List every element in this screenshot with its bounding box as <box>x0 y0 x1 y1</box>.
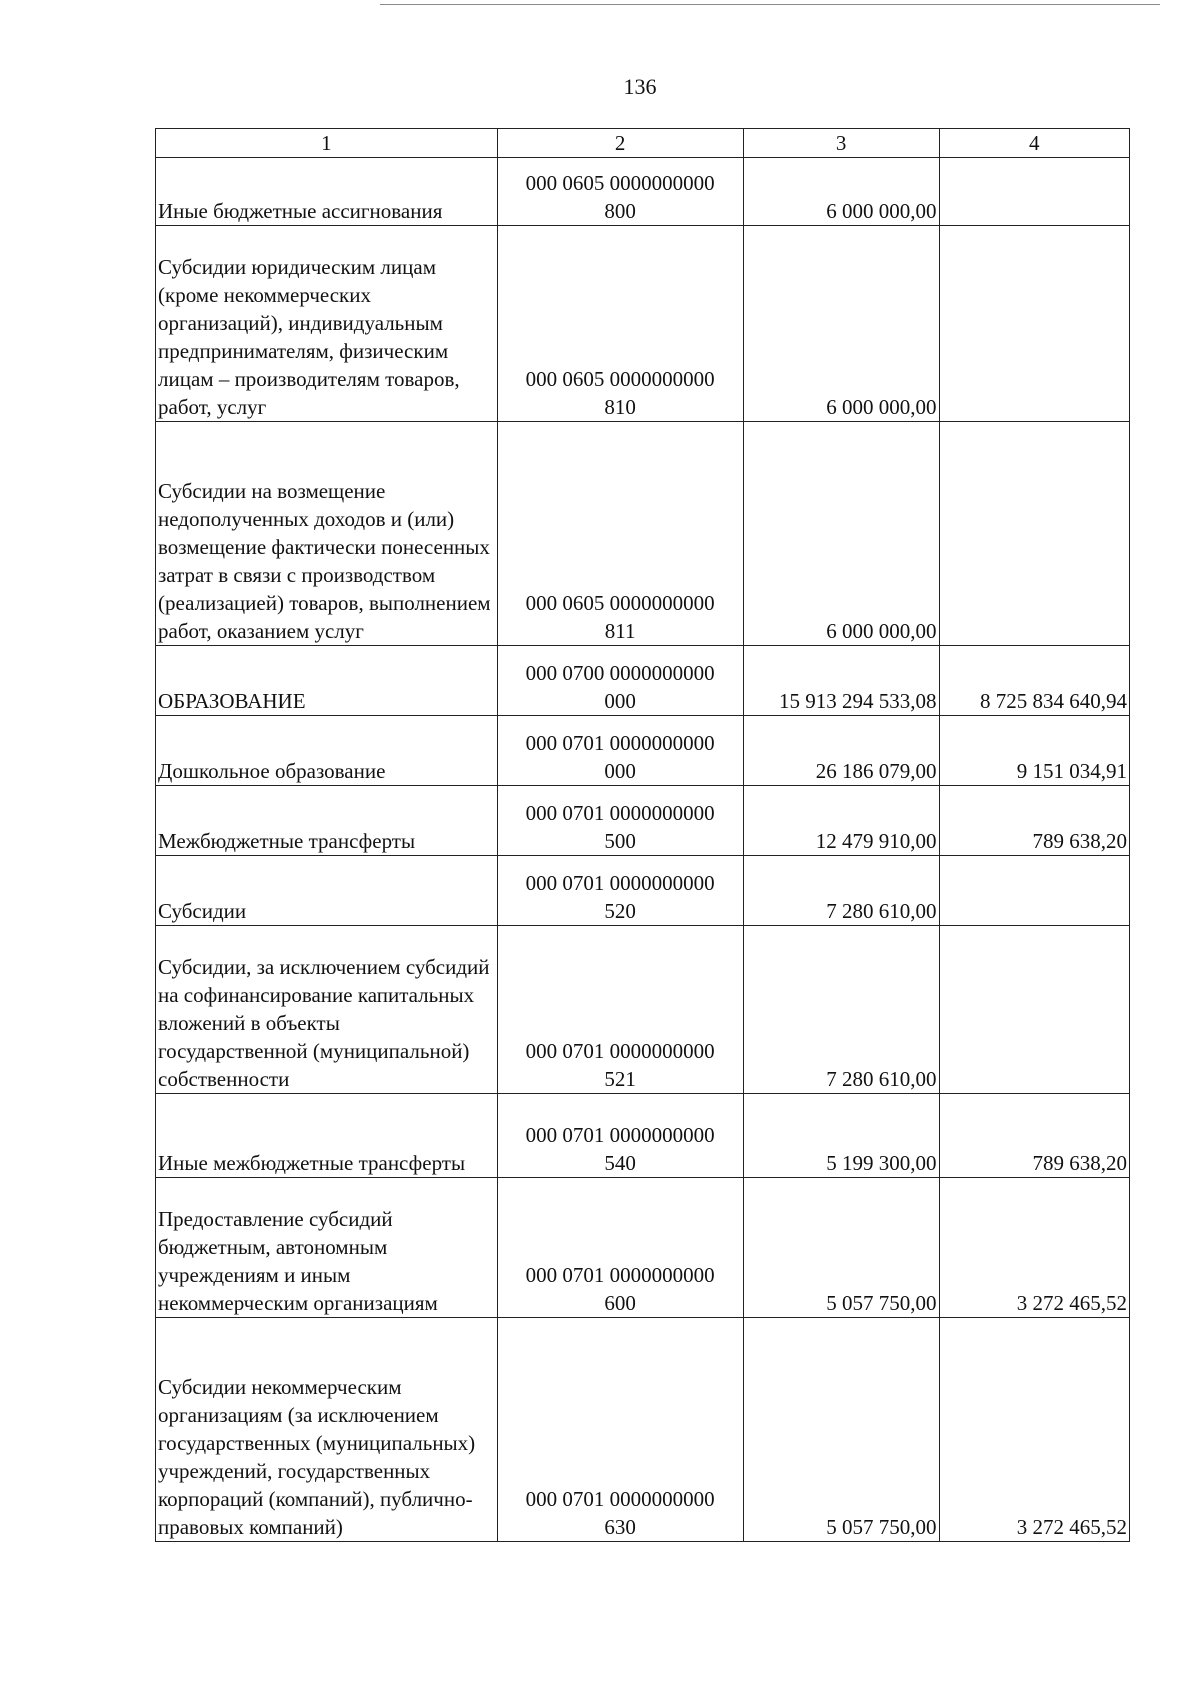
row-col4 <box>939 422 1129 646</box>
code-line-2: 000 <box>604 759 636 783</box>
row-name: Субсидии, за исключением субсидий на софинансирование капитальных вложений в объекты государственной (муниципальной) собственности <box>156 926 498 1094</box>
code-line-1: 000 0605 0000000000 <box>525 171 715 195</box>
row-code <box>497 646 743 716</box>
row-col3: 5 057 750,00 <box>743 1318 939 1542</box>
code-line-1: 000 0701 0000000000 <box>525 801 715 825</box>
table-row <box>156 1318 1130 1542</box>
row-col3: 5 199 300,00 <box>743 1094 939 1178</box>
row-col4: 3 272 465,52 <box>939 1178 1129 1318</box>
row-code <box>497 1094 743 1178</box>
table-row <box>156 422 1130 646</box>
table-row <box>156 646 1130 716</box>
header-col-1: 1 <box>156 129 498 158</box>
code-line-1: 000 0605 0000000000 <box>525 591 715 615</box>
row-code <box>497 786 743 856</box>
code-line-2: 521 <box>604 1067 636 1091</box>
code-line-1: 000 0700 0000000000 <box>525 661 715 685</box>
row-col4 <box>939 226 1129 422</box>
row-name: Субсидии юридическим лицам (кроме некоммерческих организаций), индивидуальным предпринимателям, физическим лицам – производителям товаров, работ, услуг <box>156 226 498 422</box>
row-name: Субсидии на возмещение недополученных доходов и (или) возмещение фактически понесенных затрат в связи с производством (реализацией) товаров, выполнением работ, оказанием услуг <box>156 422 498 646</box>
row-code <box>497 926 743 1094</box>
row-name: Иные межбюджетные трансферты <box>156 1094 498 1178</box>
row-name: Межбюджетные трансферты <box>156 786 498 856</box>
code-line-2: 600 <box>604 1291 636 1315</box>
row-col4: 9 151 034,91 <box>939 716 1129 786</box>
row-code <box>497 226 743 422</box>
row-col3: 6 000 000,00 <box>743 158 939 226</box>
header-col-2: 2 <box>497 129 743 158</box>
row-col3: 12 479 910,00 <box>743 786 939 856</box>
budget-table <box>155 128 1130 1542</box>
page-number: 136 <box>623 74 657 99</box>
row-col4 <box>939 158 1129 226</box>
table-row <box>156 1094 1130 1178</box>
table-row <box>156 856 1130 926</box>
row-col4 <box>939 926 1129 1094</box>
header-col-3: 3 <box>743 129 939 158</box>
row-name: Субсидии <box>156 856 498 926</box>
table-row <box>156 786 1130 856</box>
row-col3: 26 186 079,00 <box>743 716 939 786</box>
table-row <box>156 226 1130 422</box>
code-line-1: 000 0701 0000000000 <box>525 1487 715 1511</box>
code-line-2: 800 <box>604 199 636 223</box>
code-line-2: 520 <box>604 899 636 923</box>
top-scan-line <box>380 4 1160 5</box>
row-name: Субсидии некоммерческим организациям (за исключением государственных (муниципальных) учреждений, государственных корпораций (компаний), публично-правовых компаний) <box>156 1318 498 1542</box>
header-col-4: 4 <box>939 129 1129 158</box>
row-col4: 3 272 465,52 <box>939 1318 1129 1542</box>
table-row <box>156 716 1130 786</box>
table-header-row <box>156 129 1130 158</box>
table-row <box>156 1178 1130 1318</box>
row-code <box>497 1318 743 1542</box>
code-line-1: 000 0701 0000000000 <box>525 871 715 895</box>
code-line-2: 540 <box>604 1151 636 1175</box>
row-code <box>497 716 743 786</box>
code-line-2: 630 <box>604 1515 636 1539</box>
table-row <box>156 158 1130 226</box>
code-line-2: 810 <box>604 395 636 419</box>
row-name: Иные бюджетные ассигнования <box>156 158 498 226</box>
code-line-1: 000 0701 0000000000 <box>525 1039 715 1063</box>
row-col4 <box>939 856 1129 926</box>
row-name: ОБРАЗОВАНИЕ <box>156 646 498 716</box>
code-line-1: 000 0701 0000000000 <box>525 731 715 755</box>
code-line-2: 811 <box>604 619 636 643</box>
code-line-1: 000 0605 0000000000 <box>525 367 715 391</box>
row-col3: 5 057 750,00 <box>743 1178 939 1318</box>
code-line-1: 000 0701 0000000000 <box>525 1123 715 1147</box>
code-line-2: 000 <box>604 689 636 713</box>
row-col3: 7 280 610,00 <box>743 856 939 926</box>
row-col4: 8 725 834 640,94 <box>939 646 1129 716</box>
row-col4: 789 638,20 <box>939 786 1129 856</box>
row-name: Дошкольное образование <box>156 716 498 786</box>
row-code <box>497 1178 743 1318</box>
code-line-1: 000 0701 0000000000 <box>525 1263 715 1287</box>
row-col3: 7 280 610,00 <box>743 926 939 1094</box>
row-name: Предоставление субсидий бюджетным, автономным учреждениям и иным некоммерческим организациям <box>156 1178 498 1318</box>
row-col3: 6 000 000,00 <box>743 422 939 646</box>
row-col3: 15 913 294 533,08 <box>743 646 939 716</box>
table-row <box>156 926 1130 1094</box>
row-code <box>497 856 743 926</box>
code-line-2: 500 <box>604 829 636 853</box>
row-code <box>497 158 743 226</box>
row-col3: 6 000 000,00 <box>743 226 939 422</box>
row-code <box>497 422 743 646</box>
row-col4: 789 638,20 <box>939 1094 1129 1178</box>
